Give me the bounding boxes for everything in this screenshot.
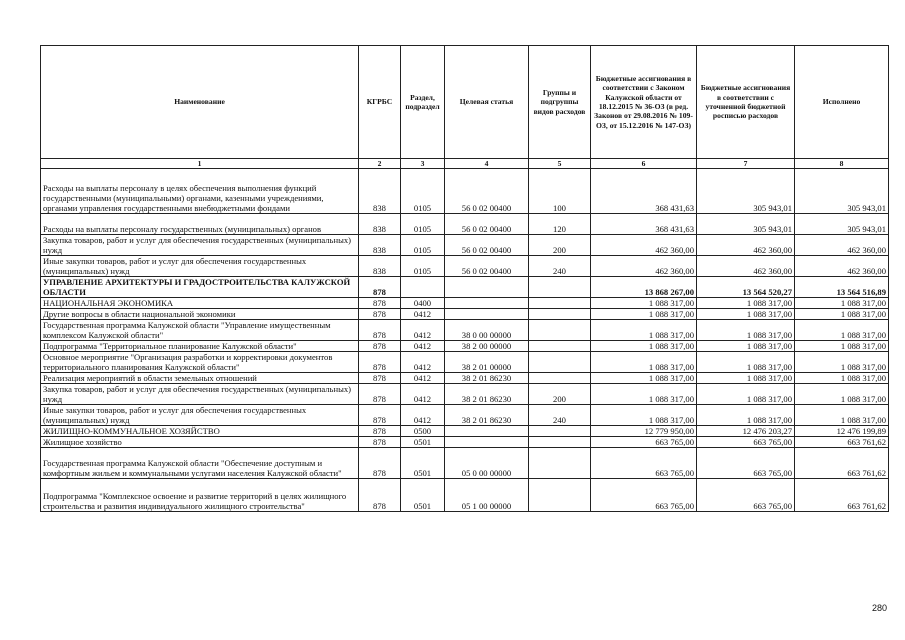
cell-kgrbs: 878 — [359, 298, 401, 309]
cell-section: 0501 — [401, 479, 445, 512]
cell-kgrbs: 838 — [359, 169, 401, 214]
cell-law-amount: 368 431,63 — [591, 169, 697, 214]
cell-section: 0105 — [401, 235, 445, 256]
cell-refined-amount: 663 765,00 — [697, 437, 795, 448]
cell-kgrbs: 878 — [359, 277, 401, 298]
cell-kgrbs: 878 — [359, 384, 401, 405]
budget-table — [40, 45, 889, 512]
cell-name: Иные закупки товаров, работ и услуг для обеспечения государственных (муниципальных) нужд — [41, 256, 359, 277]
column-number: 5 — [529, 159, 591, 169]
cell-executed-amount: 663 761,62 — [795, 479, 889, 512]
cell-target: 05 0 00 00000 — [445, 448, 529, 479]
cell-target: 38 2 00 00000 — [445, 341, 529, 352]
header-section: Раздел, подраздел — [401, 46, 445, 159]
table-row — [41, 448, 889, 479]
column-number: 8 — [795, 159, 889, 169]
cell-target: 56 0 02 00400 — [445, 169, 529, 214]
cell-section: 0412 — [401, 373, 445, 384]
table-row — [41, 437, 889, 448]
header-groups: Группы и подгруппы видов расходов — [529, 46, 591, 159]
cell-section: 0400 — [401, 298, 445, 309]
cell-law-amount: 1 088 317,00 — [591, 320, 697, 341]
cell-group — [529, 426, 591, 437]
cell-group — [529, 320, 591, 341]
cell-law-amount: 12 779 950,00 — [591, 426, 697, 437]
table-row — [41, 169, 889, 214]
table-row — [41, 320, 889, 341]
cell-kgrbs: 878 — [359, 479, 401, 512]
cell-refined-amount: 1 088 317,00 — [697, 320, 795, 341]
cell-group: 120 — [529, 214, 591, 235]
table-row — [41, 298, 889, 309]
cell-executed-amount: 1 088 317,00 — [795, 384, 889, 405]
cell-executed-amount: 12 476 199,89 — [795, 426, 889, 437]
cell-law-amount: 1 088 317,00 — [591, 341, 697, 352]
column-number: 4 — [445, 159, 529, 169]
cell-group — [529, 448, 591, 479]
table-row — [41, 384, 889, 405]
cell-refined-amount: 1 088 317,00 — [697, 341, 795, 352]
cell-target — [445, 437, 529, 448]
header-target: Целевая статья — [445, 46, 529, 159]
table-row — [41, 426, 889, 437]
cell-law-amount: 663 765,00 — [591, 437, 697, 448]
cell-kgrbs: 838 — [359, 214, 401, 235]
header-executed: Исполнено — [795, 46, 889, 159]
table-row — [41, 214, 889, 235]
cell-refined-amount: 305 943,01 — [697, 169, 795, 214]
cell-refined-amount: 1 088 317,00 — [697, 384, 795, 405]
table-row — [41, 341, 889, 352]
cell-kgrbs: 838 — [359, 256, 401, 277]
cell-kgrbs: 878 — [359, 320, 401, 341]
cell-section: 0412 — [401, 405, 445, 426]
table-row — [41, 235, 889, 256]
cell-refined-amount: 462 360,00 — [697, 256, 795, 277]
cell-kgrbs: 878 — [359, 352, 401, 373]
cell-name: Расходы на выплаты персоналу государственных (муниципальных) органов — [41, 214, 359, 235]
cell-group — [529, 479, 591, 512]
cell-executed-amount: 462 360,00 — [795, 235, 889, 256]
cell-refined-amount: 1 088 317,00 — [697, 405, 795, 426]
column-numbers-row — [41, 159, 889, 169]
cell-law-amount: 663 765,00 — [591, 448, 697, 479]
cell-target: 38 2 01 86230 — [445, 373, 529, 384]
cell-executed-amount: 1 088 317,00 — [795, 309, 889, 320]
cell-section: 0412 — [401, 309, 445, 320]
cell-kgrbs: 878 — [359, 373, 401, 384]
cell-refined-amount: 13 564 520,27 — [697, 277, 795, 298]
cell-group: 200 — [529, 384, 591, 405]
header-kgrbs: КГРБС — [359, 46, 401, 159]
cell-refined-amount: 12 476 203,27 — [697, 426, 795, 437]
cell-kgrbs: 838 — [359, 235, 401, 256]
cell-target: 38 2 01 86230 — [445, 384, 529, 405]
cell-group: 240 — [529, 405, 591, 426]
cell-refined-amount: 305 943,01 — [697, 214, 795, 235]
cell-name: НАЦИОНАЛЬНАЯ ЭКОНОМИКА — [41, 298, 359, 309]
cell-law-amount: 1 088 317,00 — [591, 352, 697, 373]
cell-refined-amount: 663 765,00 — [697, 479, 795, 512]
cell-executed-amount: 305 943,01 — [795, 214, 889, 235]
cell-executed-amount: 462 360,00 — [795, 256, 889, 277]
cell-section: 0501 — [401, 448, 445, 479]
cell-executed-amount: 13 564 516,89 — [795, 277, 889, 298]
cell-executed-amount: 1 088 317,00 — [795, 373, 889, 384]
cell-kgrbs: 878 — [359, 309, 401, 320]
cell-target — [445, 298, 529, 309]
cell-refined-amount: 1 088 317,00 — [697, 298, 795, 309]
cell-target — [445, 426, 529, 437]
cell-kgrbs: 878 — [359, 405, 401, 426]
cell-executed-amount: 1 088 317,00 — [795, 341, 889, 352]
table-row — [41, 373, 889, 384]
cell-name: Реализация мероприятий в области земельных отношений — [41, 373, 359, 384]
cell-executed-amount: 1 088 317,00 — [795, 352, 889, 373]
cell-law-amount: 1 088 317,00 — [591, 384, 697, 405]
cell-section: 0412 — [401, 384, 445, 405]
cell-group: 200 — [529, 235, 591, 256]
cell-name: Государственная программа Калужской области "Обеспечение доступным и комфортным жильем и коммунальными услугами населения Калужской области" — [41, 448, 359, 479]
column-number: 3 — [401, 159, 445, 169]
cell-group — [529, 373, 591, 384]
cell-target: 38 2 01 00000 — [445, 352, 529, 373]
cell-law-amount: 462 360,00 — [591, 235, 697, 256]
cell-name: Подпрограмма "Территориальное планирование Калужской области" — [41, 341, 359, 352]
cell-executed-amount: 1 088 317,00 — [795, 405, 889, 426]
cell-name: Закупка товаров, работ и услуг для обеспечения государственных (муниципальных) нужд — [41, 384, 359, 405]
cell-law-amount: 13 868 267,00 — [591, 277, 697, 298]
cell-name: Подпрограмма "Комплексное освоение и развитие территорий в целях жилищного строительства и развития индивидуального жилищного строительства" — [41, 479, 359, 512]
cell-law-amount: 1 088 317,00 — [591, 309, 697, 320]
column-number: 1 — [41, 159, 359, 169]
cell-section: 0500 — [401, 426, 445, 437]
cell-executed-amount: 663 761,62 — [795, 448, 889, 479]
cell-name: Закупка товаров, работ и услуг для обеспечения государственных (муниципальных) нужд — [41, 235, 359, 256]
cell-name: Иные закупки товаров, работ и услуг для обеспечения государственных (муниципальных) нужд — [41, 405, 359, 426]
cell-target: 56 0 02 00400 — [445, 235, 529, 256]
cell-name: Расходы на выплаты персоналу в целях обеспечения выполнения функций государственными (муниципальными) органами, казенными учреждениями, органами управления государственными внебюджетными фондами — [41, 169, 359, 214]
cell-group — [529, 352, 591, 373]
cell-target: 38 2 01 86230 — [445, 405, 529, 426]
header-refined-appropriations: Бюджетные ассигнования в соответствии с уточненной бюджетной росписью расходов — [697, 46, 795, 159]
table-row — [41, 309, 889, 320]
cell-section: 0412 — [401, 320, 445, 341]
cell-section: 0501 — [401, 437, 445, 448]
header-name: Наименование — [41, 46, 359, 159]
cell-name: Другие вопросы в области национальной экономики — [41, 309, 359, 320]
cell-section: 0105 — [401, 214, 445, 235]
cell-law-amount: 1 088 317,00 — [591, 298, 697, 309]
cell-group — [529, 341, 591, 352]
cell-section: 0105 — [401, 256, 445, 277]
cell-law-amount: 663 765,00 — [591, 479, 697, 512]
cell-law-amount: 368 431,63 — [591, 214, 697, 235]
cell-section — [401, 277, 445, 298]
table-row — [41, 405, 889, 426]
cell-section: 0105 — [401, 169, 445, 214]
column-number: 6 — [591, 159, 697, 169]
cell-name: Жилищное хозяйство — [41, 437, 359, 448]
cell-refined-amount: 663 765,00 — [697, 448, 795, 479]
cell-group — [529, 309, 591, 320]
budget-table-sheet — [40, 45, 888, 512]
table-row — [41, 479, 889, 512]
page-number: 280 — [871, 603, 887, 613]
cell-name: Государственная программа Калужской области "Управление имущественным комплексом Калужской области" — [41, 320, 359, 341]
cell-name: Основное мероприятие "Организация разработки и корректировки документов территориального планирования Калужской области" — [41, 352, 359, 373]
cell-kgrbs: 878 — [359, 437, 401, 448]
cell-kgrbs: 878 — [359, 341, 401, 352]
header-law-appropriations: Бюджетные ассигнования в соответствии с Законом Калужской области от 18.12.2015 № 36-ОЗ (в ред. Законов от 29.08.2016 № 109-ОЗ, от 15.12.2016 № 147-ОЗ) — [591, 46, 697, 159]
table-row — [41, 352, 889, 373]
cell-executed-amount: 663 761,62 — [795, 437, 889, 448]
cell-kgrbs: 878 — [359, 448, 401, 479]
cell-executed-amount: 305 943,01 — [795, 169, 889, 214]
cell-law-amount: 462 360,00 — [591, 256, 697, 277]
table-row — [41, 256, 889, 277]
cell-law-amount: 1 088 317,00 — [591, 373, 697, 384]
cell-group — [529, 437, 591, 448]
cell-group: 240 — [529, 256, 591, 277]
cell-target — [445, 277, 529, 298]
cell-target: 56 0 02 00400 — [445, 214, 529, 235]
cell-law-amount: 1 088 317,00 — [591, 405, 697, 426]
cell-name: ЖИЛИЩНО-КОММУНАЛЬНОЕ ХОЗЯЙСТВО — [41, 426, 359, 437]
column-number: 7 — [697, 159, 795, 169]
cell-refined-amount: 462 360,00 — [697, 235, 795, 256]
cell-executed-amount: 1 088 317,00 — [795, 320, 889, 341]
cell-target: 05 1 00 00000 — [445, 479, 529, 512]
cell-section: 0412 — [401, 341, 445, 352]
cell-target: 38 0 00 00000 — [445, 320, 529, 341]
cell-refined-amount: 1 088 317,00 — [697, 352, 795, 373]
cell-refined-amount: 1 088 317,00 — [697, 309, 795, 320]
cell-kgrbs: 878 — [359, 426, 401, 437]
table-row — [41, 277, 889, 298]
cell-group: 100 — [529, 169, 591, 214]
column-number: 2 — [359, 159, 401, 169]
header-row — [41, 46, 889, 159]
cell-refined-amount: 1 088 317,00 — [697, 373, 795, 384]
cell-name: УПРАВЛЕНИЕ АРХИТЕКТУРЫ И ГРАДОСТРОИТЕЛЬСТВА КАЛУЖСКОЙ ОБЛАСТИ — [41, 277, 359, 298]
cell-target — [445, 309, 529, 320]
cell-executed-amount: 1 088 317,00 — [795, 298, 889, 309]
cell-group — [529, 298, 591, 309]
cell-group — [529, 277, 591, 298]
cell-target: 56 0 02 00400 — [445, 256, 529, 277]
table-body — [41, 169, 889, 512]
cell-section: 0412 — [401, 352, 445, 373]
